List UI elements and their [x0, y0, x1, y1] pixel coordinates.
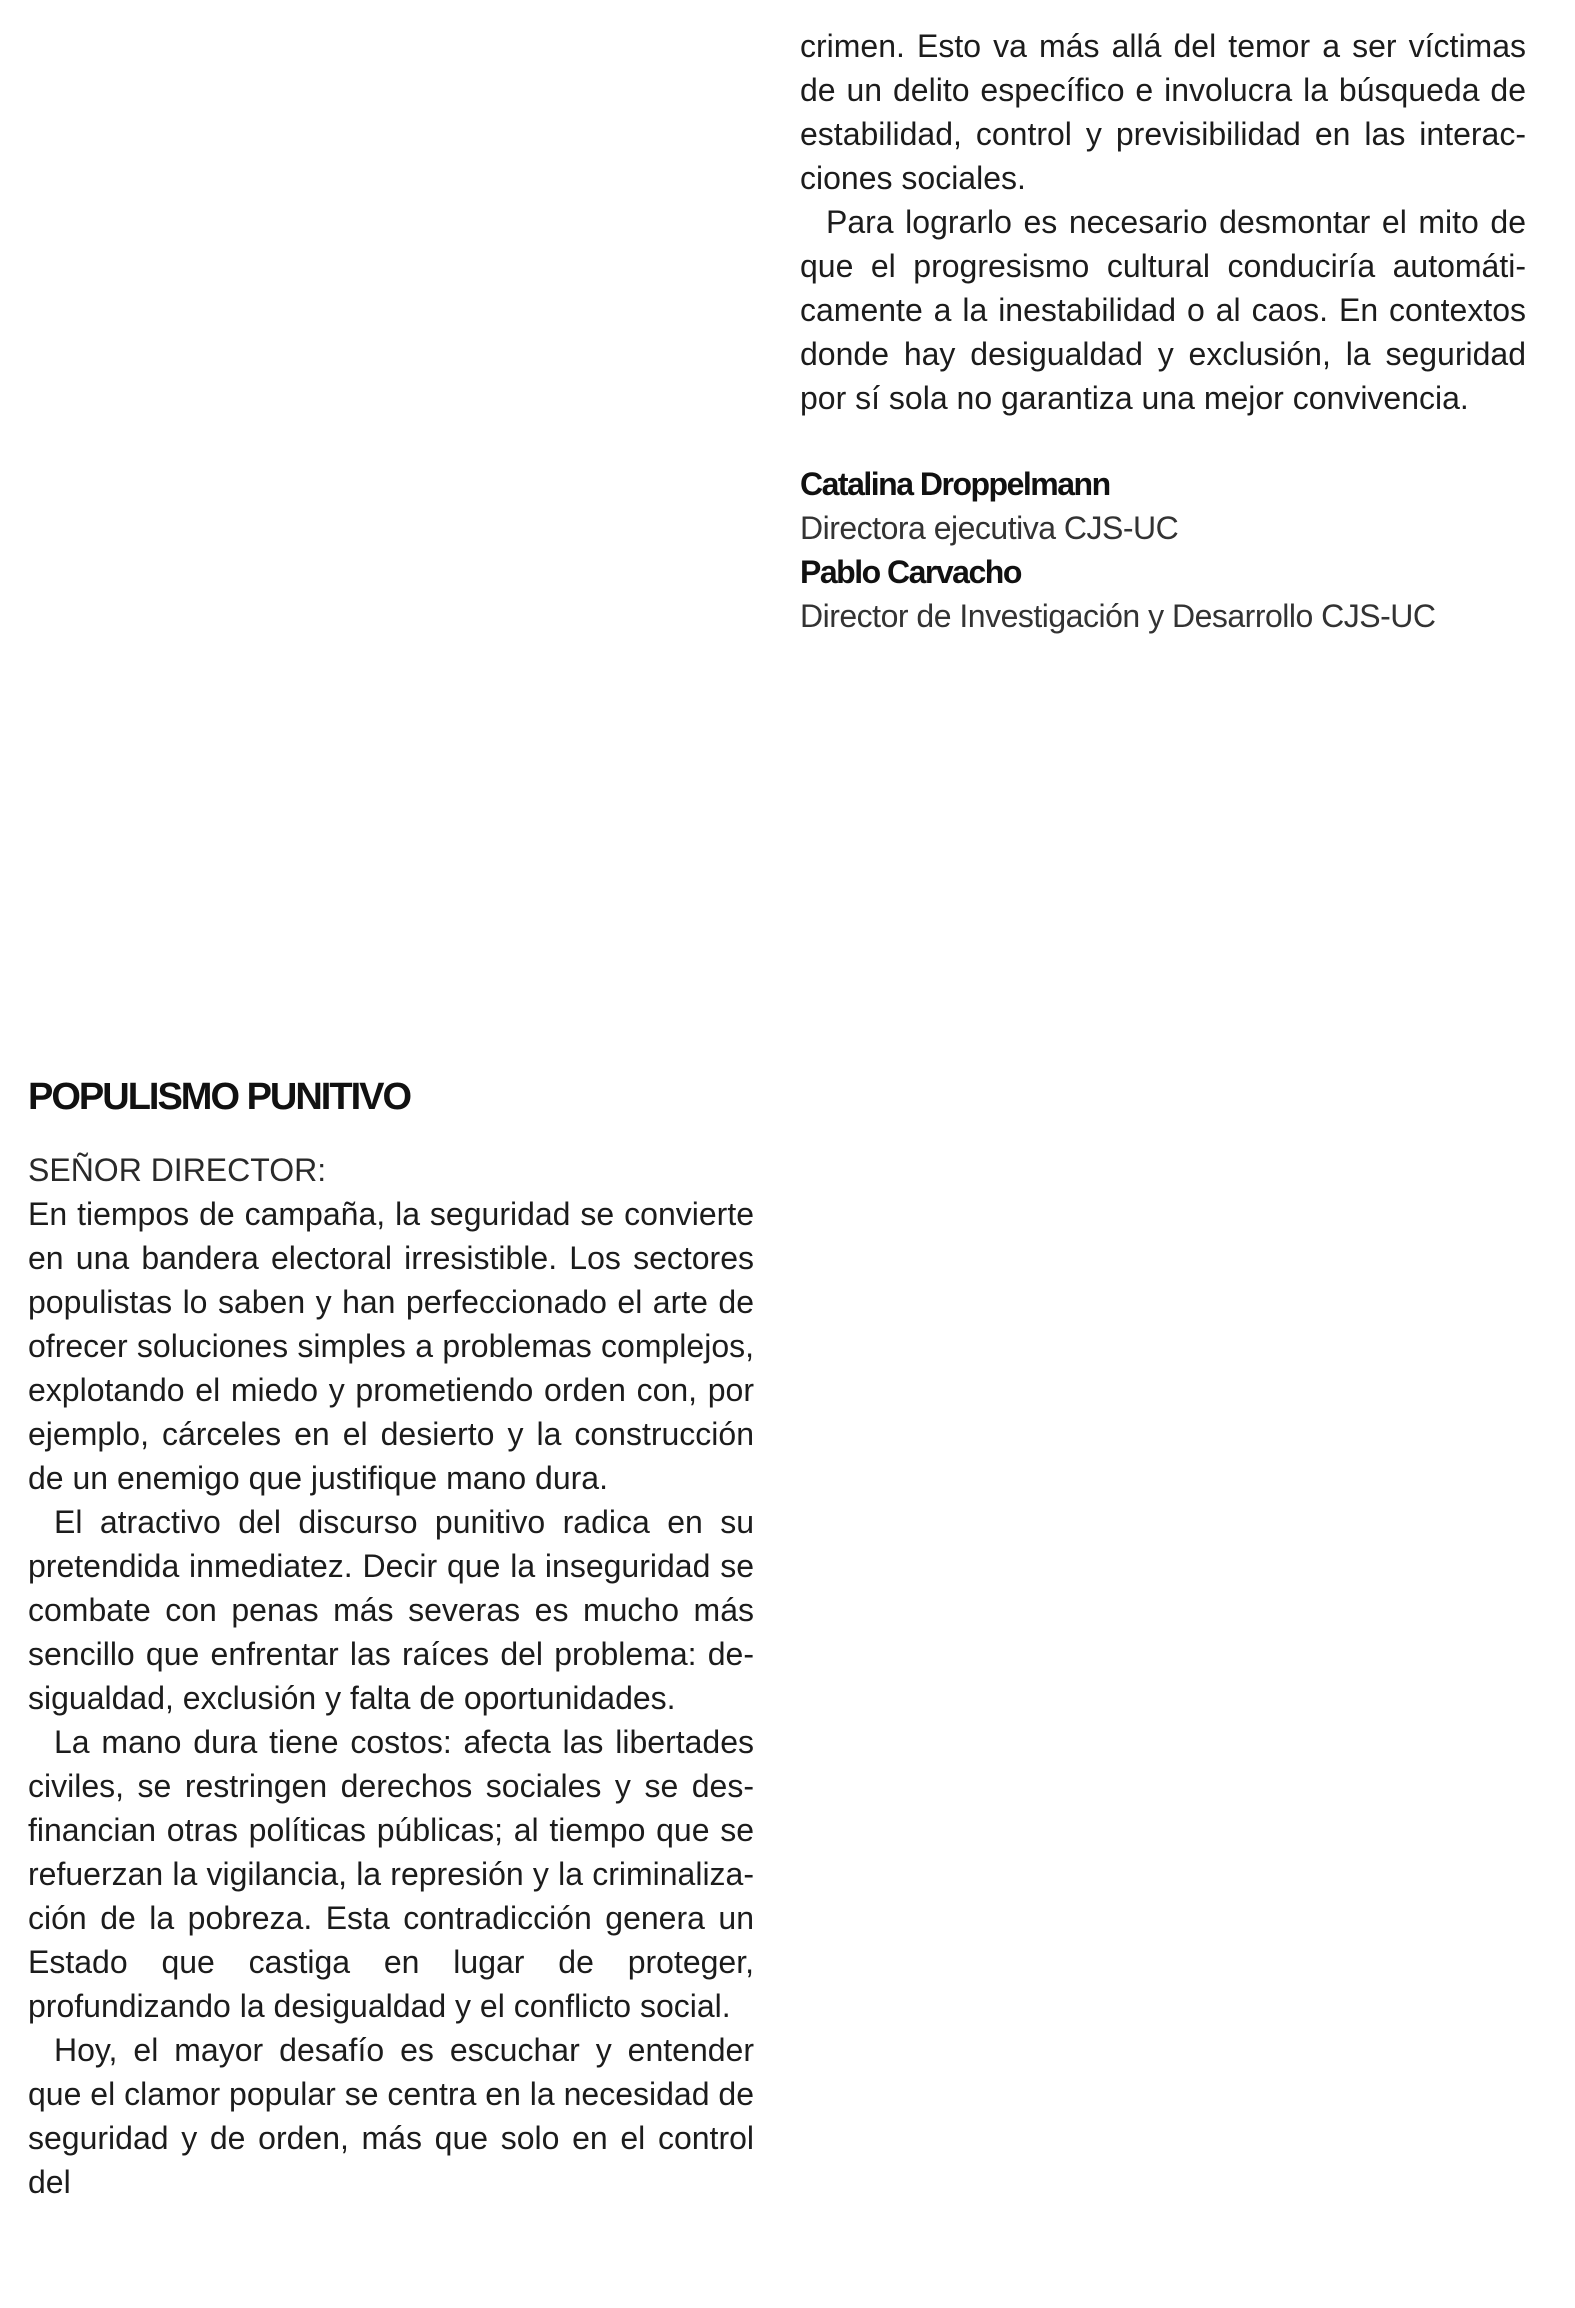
- letter-salutation: SEÑOR DIRECTOR:: [28, 1152, 327, 1188]
- body-paragraph: La mano dura tiene costos: afecta las libertades civiles, se restringen derechos sociales y se desfinancian otras políticas públicas; al tiempo que se refuerzan la vigilancia, la represión y la criminalización de la pobreza. Esta contradicción genera un Estado que castiga en lugar de proteger, profundizando la desigualdad y el conflicto social.: [28, 1724, 754, 2024]
- signature-name: Pablo Carvacho: [800, 554, 1021, 590]
- body-paragraph: El atractivo del discurso punitivo radica en su pretendida inmediatez. Decir que la inseguridad se combate con penas más severas es mucho más sencillo que enfrentar las raíces del problema: desigualdad, exclusión y falta de oportunidades.: [28, 1504, 754, 1716]
- letter-continuation-column: [800, 24, 1526, 638]
- signature-name: Catalina Droppelmann: [800, 466, 1110, 502]
- letter-column: [28, 1072, 754, 2204]
- body-paragraph: Hoy, el mayor desafío es escuchar y entender que el clamor popular se centra en la necesidad de seguridad y de orden, más que solo en el control del: [28, 2032, 754, 2200]
- signature-role: Director de Investigación y Desarrollo CJS-UC: [800, 598, 1436, 634]
- letter-headline: POPULISMO PUNITIVO: [28, 1076, 411, 1118]
- letter-signature-block: [800, 462, 1526, 638]
- signature-role: Directora ejecutiva CJS-UC: [800, 510, 1179, 546]
- body-paragraph: Para lograrlo es necesario desmontar el mito de que el progresismo cultural conduciría automáticamente a la inestabilidad o al caos. En contextos donde hay desigualdad y exclusión, la seguridad por sí sola no garantiza una mejor convivencia.: [800, 204, 1526, 416]
- body-paragraph: crimen. Esto va más allá del temor a ser víctimas de un delito específico e involucra la búsqueda de estabilidad, control y previsibilidad en las interacciones sociales.: [800, 28, 1526, 196]
- body-paragraph: En tiempos de campaña, la seguridad se convierte en una bandera electoral irresistible. Los sectores populistas lo saben y han perfeccionado el arte de ofrecer soluciones simples a problemas complejos, explotando el miedo y prometiendo orden con, por ejemplo, cárceles en el desierto y la construcción de un enemigo que justifique mano dura.: [28, 1196, 754, 1496]
